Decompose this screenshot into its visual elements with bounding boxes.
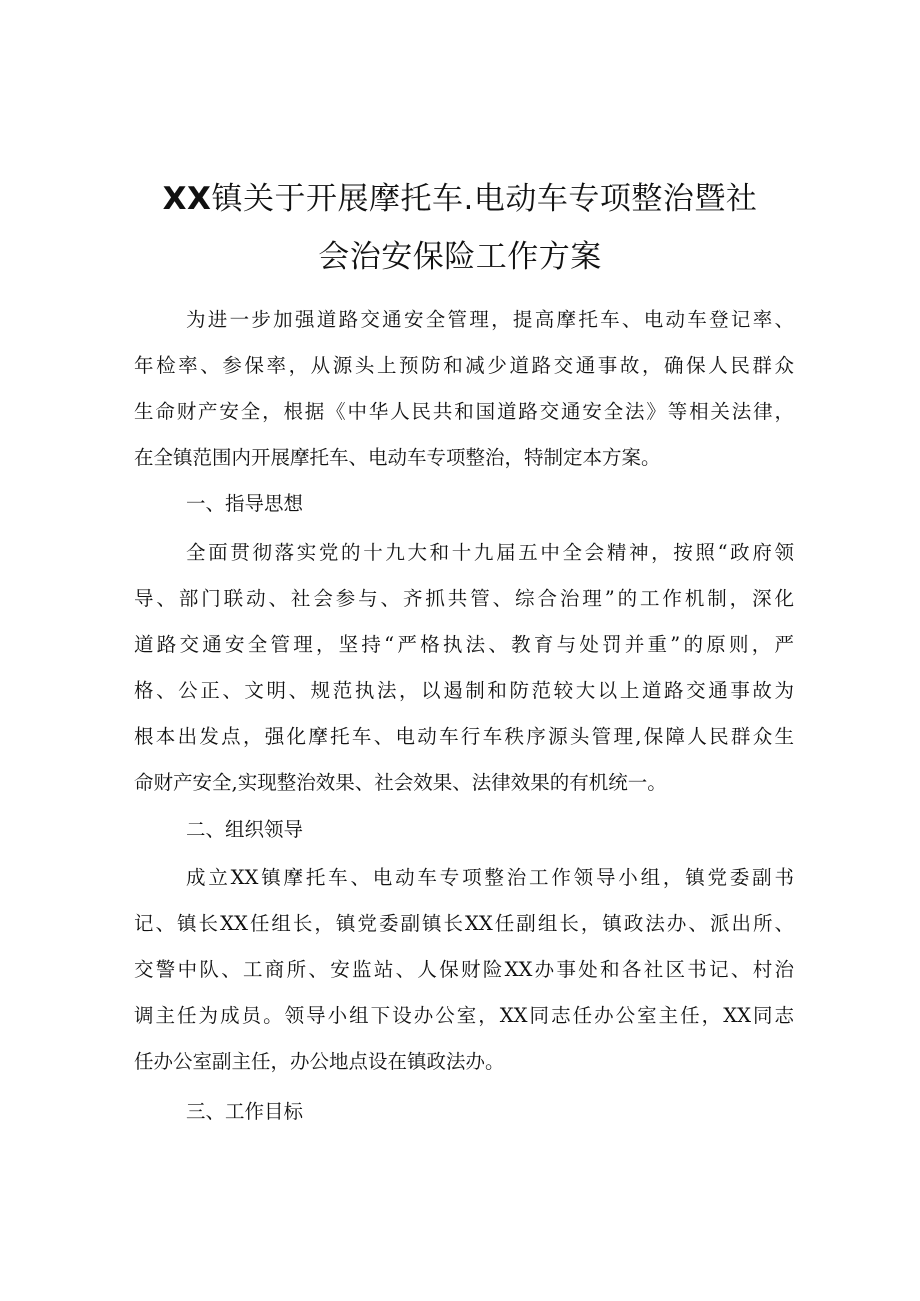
- title-prefix: XX: [162, 181, 212, 217]
- document-title-line-2: 会治安保险工作方案: [318, 239, 602, 275]
- title-line-1-text: 镇关于开展摩托车.电动车专项整治暨社: [211, 181, 758, 217]
- section-heading-1: 一、指导思想: [186, 492, 304, 515]
- section2-line: 调主任为成员。领导小组下设办公室，XX同志任办公室主任，XX同志: [134, 1004, 794, 1027]
- section2-line: 记、镇长XX任组长，镇党委副镇长XX任副组长，镇政法办、派出所、: [134, 912, 794, 935]
- section2-line: 任办公室副主任，办公地点设在镇政法办。: [134, 1050, 505, 1073]
- section-heading-3: 三、工作目标: [186, 1100, 304, 1123]
- section1-line: 道路交通安全管理，坚持“严格执法、教育与处罚并重”的原则，严: [134, 633, 794, 656]
- section1-line: 全面贯彻落实党的十九大和十九届五中全会精神，按照“政府领: [186, 541, 794, 564]
- intro-line: 生命财产安全，根据《中华人民共和国道路交通安全法》等相关法律，: [134, 400, 794, 423]
- intro-line: 为进一步加强道路交通安全管理，提高摩托车、电动车登记率、: [186, 308, 794, 331]
- section1-line: 格、公正、文明、规范执法，以遏制和防范较大以上道路交通事故为: [134, 679, 794, 702]
- intro-line: 年检率、参保率，从源头上预防和减少道路交通事故，确保人民群众: [134, 354, 794, 377]
- section1-line: 命财产安全,实现整治效果、社会效果、法律效果的有机统一。: [134, 771, 667, 794]
- section-heading-2: 二、组织领导: [186, 818, 304, 841]
- section2-line: 成立XX镇摩托车、电动车专项整治工作领导小组，镇党委副书: [186, 866, 794, 889]
- document-title-line-1: [100, 173, 820, 218]
- section2-line: 交警中队、工商所、安监站、人保财险XX办事处和各社区书记、村治: [134, 958, 794, 981]
- intro-line: 在全镇范围内开展摩托车、电动车专项整治，特制定本方案。: [134, 446, 661, 469]
- section1-line: 根本出发点，强化摩托车、电动车行车秩序源头管理,保障人民群众生: [134, 725, 794, 748]
- section1-line: 导、部门联动、社会参与、齐抓共管、综合治理”的工作机制，深化: [134, 587, 794, 610]
